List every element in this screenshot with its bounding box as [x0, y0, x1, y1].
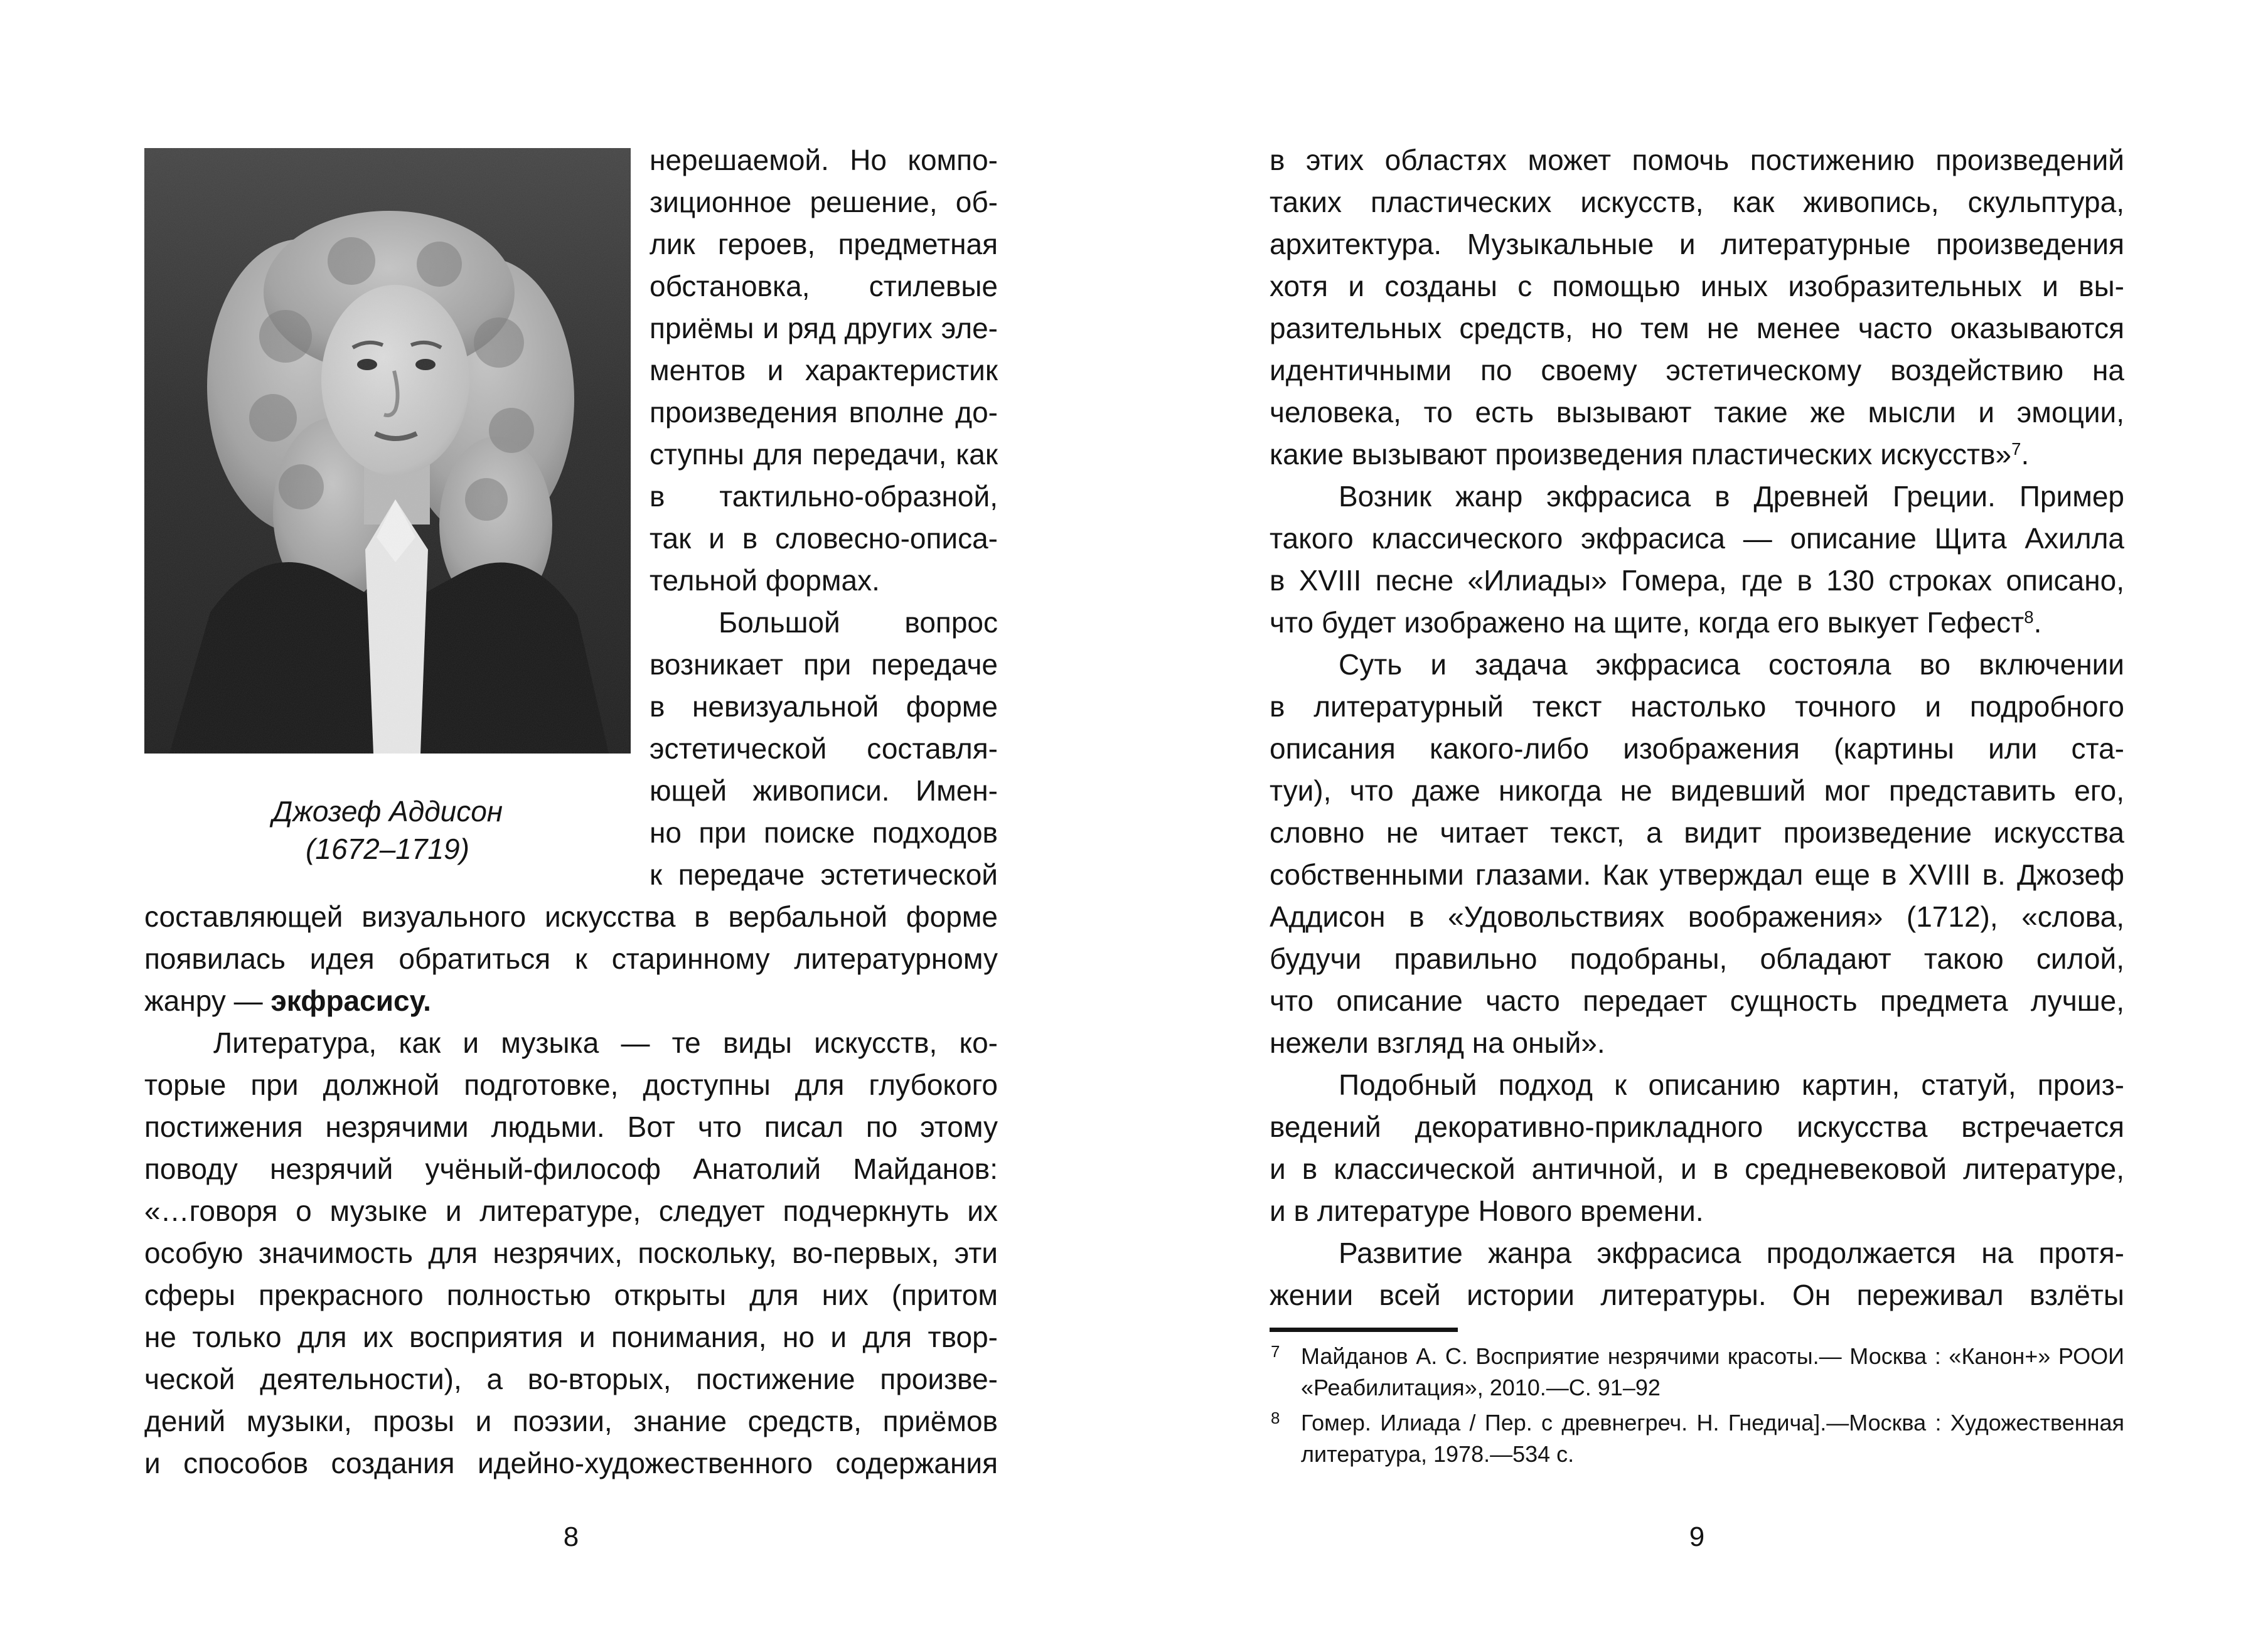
- text-line: что описание часто передает сущность предмета лучше,: [1270, 984, 2124, 1017]
- text-line: эстетической составля-: [650, 732, 998, 765]
- footnote-reference: 8: [2024, 607, 2034, 627]
- page-number-left: 8: [563, 1521, 579, 1552]
- text-line: такого классического экфрасиса — описание Щита Ахилла: [1270, 522, 2124, 555]
- right-text-column: [1270, 139, 2124, 1316]
- text-line: торые при должной подготовке, доступны для глубокого: [144, 1068, 998, 1101]
- right-page: [1270, 139, 2124, 1552]
- text-line: в невизуальной форме: [650, 690, 998, 723]
- text-line: появилась идея обратиться к старинному литературному: [144, 942, 998, 975]
- text-line: ческой деятельности), а во-вторых, постижение произве-: [144, 1363, 998, 1395]
- footnote-line: «Реабилитация», 2010.—С. 91–92: [1301, 1375, 1661, 1400]
- text-line: зиционное решение, об-: [650, 186, 998, 218]
- footnote: [1270, 1341, 2124, 1404]
- text-line: в литературный текст настолько точного и подробного: [1270, 690, 2124, 723]
- page-number-right: 9: [1689, 1521, 1705, 1552]
- text-line: и способов создания идейно-художественного содержания: [144, 1447, 998, 1479]
- text-line: и в классической античной, и в средневековой литературе,: [1270, 1153, 2124, 1185]
- text-line: Развитие жанра экфрасиса продолжается на протя-: [1339, 1237, 2124, 1269]
- text-line: туи), что даже никогда не видевший мог представить его,: [1270, 774, 2124, 807]
- text-line: в этих областях может помочь постижению произведений: [1270, 144, 2124, 176]
- text-line: хотя и созданы с помощью иных изобразительных и вы-: [1270, 270, 2124, 302]
- text-line: жанру — экфрасису.: [144, 984, 431, 1017]
- text-line: Подобный подход к описанию картин, статуй, произ-: [1339, 1068, 2124, 1101]
- text-line: Аддисон в «Удовольствиях воображения» (1712), «слова,: [1270, 900, 2124, 933]
- portrait-figure: [144, 148, 631, 868]
- text-line: нерешаемой. Но компо-: [650, 144, 998, 176]
- text-line: но при поиске подходов: [650, 816, 998, 849]
- text-line: поводу незрячий учёный-философ Анатолий Майданов:: [144, 1153, 998, 1185]
- footnote-marker: 7: [1271, 1342, 1280, 1361]
- text-line: разительных средств, но тем не менее часто оказываются: [1270, 312, 2124, 344]
- text-line: в XVIII песне «Илиады» Гомера, где в 130 строках описано,: [1270, 564, 2124, 597]
- footnote-reference: 7: [2011, 439, 2021, 459]
- text-line: приёмы и ряд других эле-: [650, 312, 998, 344]
- footnote-line: 7 Майданов А. С. Восприятие незрячими красоты.— Москва : «Канон+» РООИ: [1270, 1341, 2124, 1372]
- text-line: ведений декоративно-прикладного искусства встречается: [1270, 1111, 2124, 1143]
- text-line: лик героев, предметная: [650, 228, 998, 260]
- text-line: возникает при передаче: [650, 648, 998, 681]
- text-line: Суть и задача экфрасиса состояла во включении: [1339, 648, 2124, 681]
- text-line: архитектура. Музыкальные и литературные произведения: [1270, 228, 2124, 260]
- text-line: какие вызывают произведения пластических искусств»$^7$.: [1270, 438, 2030, 471]
- text-line: в тактильно-образной,: [650, 480, 998, 513]
- text-line: постижения незрячими людьми. Вот что писал по этому: [144, 1111, 998, 1143]
- text-line: произведения вполне до-: [650, 396, 998, 429]
- text-line: идентичными по своему эстетическому воздействию на: [1270, 354, 2124, 386]
- text-line: таких пластических искусств, как живопись, скульптура,: [1270, 186, 2124, 218]
- left-page: [144, 139, 998, 1552]
- text-line: ступны для передачи, как: [650, 438, 998, 471]
- footnotes-block: [1270, 1341, 2124, 1470]
- text-line: Литература, как и музыка — те виды искусств, ко-: [213, 1026, 998, 1059]
- text-line: так и в словесно-описа-: [650, 522, 998, 555]
- footnote-line: 8 Гомер. Илиада / Пер. с древнегреч. Н. Гнедича].—Москва : Художественная: [1270, 1407, 2124, 1439]
- text-line: ющей живописи. Имен-: [650, 774, 998, 807]
- text-line: жении всей истории литературы. Он переживал взлёты: [1270, 1279, 2124, 1311]
- portrait-engraving-texture: [144, 148, 631, 754]
- text-line: описания какого-либо изображения (картины или ста-: [1270, 732, 2124, 765]
- text-line: Большой вопрос: [719, 606, 998, 639]
- text-line: составляющей визуального искусства в вербальной форме: [144, 900, 998, 933]
- footnote-marker: 8: [1271, 1409, 1280, 1427]
- text-line: «…говоря о музыке и литературе, следует подчеркнуть их: [144, 1195, 998, 1227]
- caption-name: Джозеф Аддисон: [272, 795, 503, 828]
- text-line: особую значимость для незрячих, поскольку, во-первых, эти: [144, 1237, 998, 1269]
- text-line: что будет изображено на щите, когда его выкует Гефест$^8$.: [1270, 606, 2042, 639]
- footnote: [1270, 1407, 2124, 1470]
- text-line: обстановка, стилевые: [650, 270, 998, 302]
- text-line: будучи правильно подобраны, обладают такою силой,: [1270, 942, 2124, 975]
- portrait-image: [144, 148, 631, 754]
- text-line: не только для их восприятия и понимания, но и для твор-: [144, 1321, 998, 1353]
- footnote-line: литература, 1978.—534 с.: [1301, 1441, 1575, 1467]
- text-line: к передаче эстетической: [650, 858, 998, 891]
- caption-years: (1672–1719): [306, 833, 469, 865]
- text-line: сферы прекрасного полностью открыты для них (притом: [144, 1279, 998, 1311]
- text-line: дений музыки, прозы и поэзии, знание средств, приёмов: [144, 1405, 998, 1437]
- text-line: и в литературе Нового времени.: [1270, 1195, 1704, 1227]
- text-line: тельной формах.: [650, 564, 880, 597]
- text-line: ментов и характеристик: [650, 354, 998, 386]
- text-line: Возник жанр экфрасиса в Древней Греции. Пример: [1339, 480, 2124, 513]
- text-line: словно не читает текст, а видит произведение искусства: [1270, 816, 2124, 849]
- figure-caption: [144, 792, 631, 868]
- text-line: собственными глазами. Как утверждал еще в XVIII в. Джозеф: [1270, 858, 2124, 891]
- text-line: человека, то есть вызывают такие же мысли и эмоции,: [1270, 396, 2124, 429]
- footnote-rule: [1270, 1328, 1458, 1332]
- text-line: нежели взгляд на оный».: [1270, 1026, 1605, 1059]
